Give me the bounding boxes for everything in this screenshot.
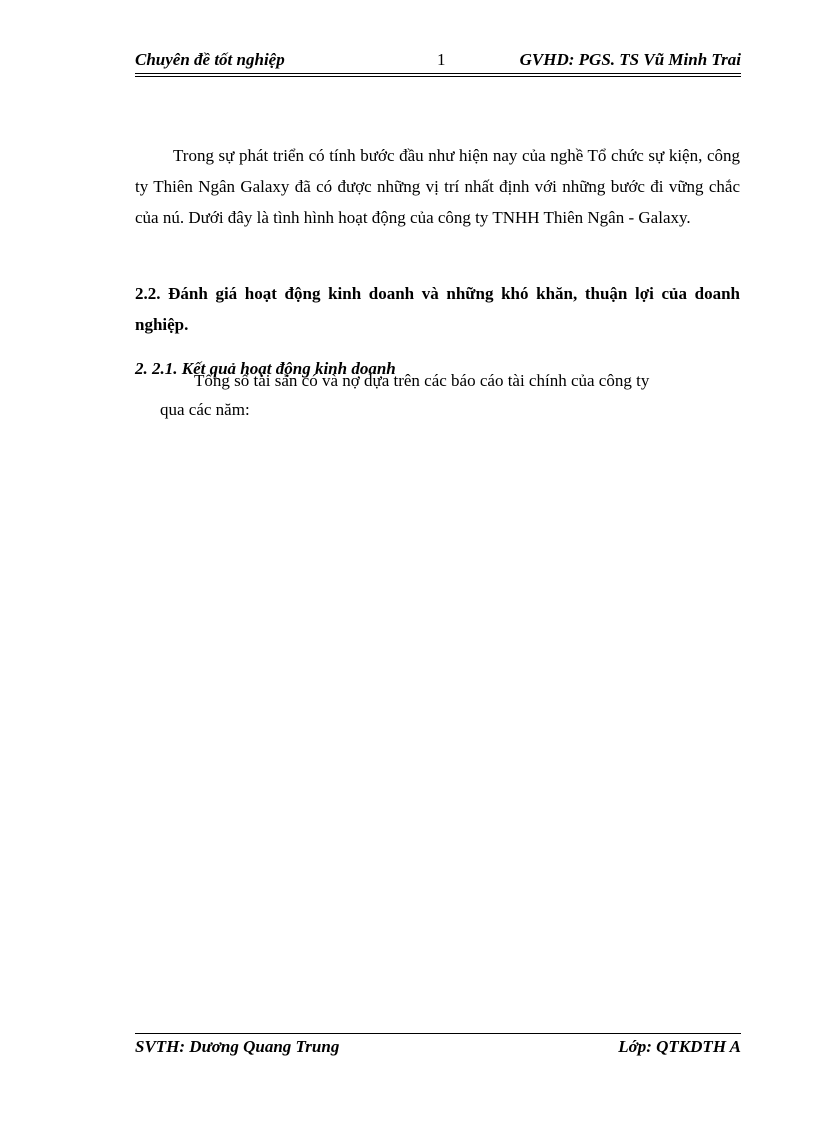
header-page-number: 1 — [437, 50, 446, 69]
subsection-heading-2-2-1: 2. 2.1. Kết quả hoạt động kinh doanh — [135, 359, 396, 378]
assets-paragraph — [160, 366, 740, 424]
section-heading-2-2: 2.2. Đánh giá hoạt động kinh doanh và những khó khăn, thuận lợi của doanh nghiệp. — [135, 284, 740, 334]
header-document-type: Chuyên đề tốt nghiệp — [135, 50, 285, 69]
page-header — [135, 47, 741, 73]
assets-paragraph-line-2: qua các năm: — [160, 400, 250, 419]
footer-student: SVTH: Dương Quang Trung — [135, 1037, 340, 1056]
footer-rule — [135, 1033, 741, 1034]
header-advisor: GVHD: PGS. TS Vũ Minh Trai — [519, 50, 741, 69]
page-footer — [135, 1037, 741, 1061]
header-rule-bottom — [135, 76, 741, 77]
header-rule-top — [135, 73, 741, 74]
intro-paragraph: Trong sự phát triển có tính bước đầu như hiện nay của nghề Tổ chức sự kiện, công ty Thiên Ngân Galaxy đã có được những vị trí nhất định với những bước đi vững chắc của nú. Dưới đây là tình hình hoạt động của công ty TNHH Thiên Ngân - Galaxy. — [135, 146, 740, 227]
footer-class: Lớp: QTKDTH A — [618, 1037, 741, 1056]
assets-paragraph-line-1: Tổng số tài sản có và nợ dựa trên các báo cáo tài chính của công ty — [194, 371, 650, 390]
